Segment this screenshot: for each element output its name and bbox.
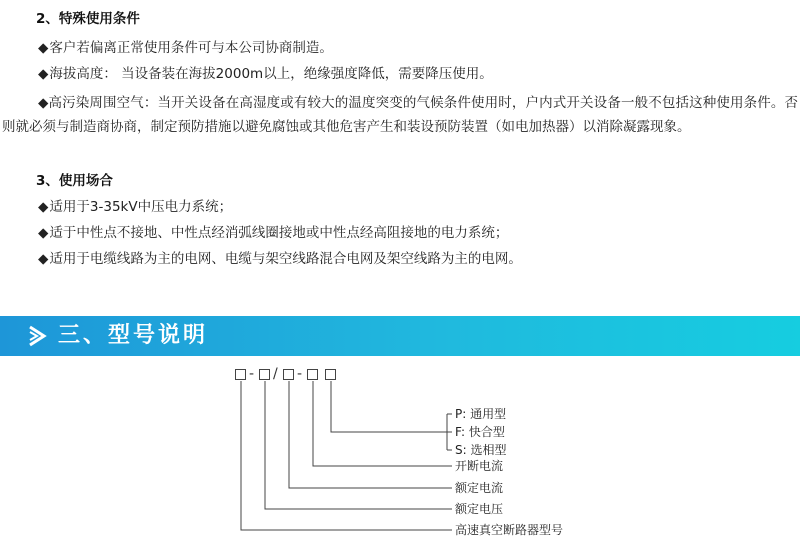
banner-title: 三、型号说明 — [58, 323, 209, 348]
code-separator-2: / — [273, 366, 278, 382]
type-option-s: S: 选相型 — [455, 443, 507, 457]
section2-item-2-text: 海拔高度： 当设备装在海拔2000m以上，绝缘强度降低，需要降压使用。 — [49, 66, 493, 82]
bullet-icon: ◆ — [38, 95, 49, 111]
code-separator-1: - — [249, 366, 255, 382]
label-rated-current: 额定电流 — [455, 481, 504, 495]
section2-item-3-text: 高污染周围空气：当开关设备在高湿度或有较大的温度突变的气候条件使用时，户内式开关设备一般不包括这种使用条件。否则就必须与制造商协商，制定预防措施以避免腐蚀或其他危害产生和装设预防装置（如电加热器）以消除凝露现象。 — [2, 95, 798, 135]
label-breaking-current: 开断电流 — [455, 459, 504, 473]
type-option-f: F: 快合型 — [455, 425, 505, 439]
section3-item-3-text: 适用于电缆线路为主的电网、电缆与架空线路混合电网及架空线路为主的电网。 — [49, 251, 522, 267]
section3-heading: 3、使用场合 — [36, 173, 113, 189]
label-rated-voltage: 额定电压 — [455, 502, 504, 516]
label-model-name: 高速真空断路器型号 — [455, 523, 564, 537]
type-option-p: P: 通用型 — [455, 407, 507, 421]
code-separator-3: - — [297, 366, 303, 382]
section3-item-2-text: 适于中性点不接地、中性点经消弧线圈接地或中性点经高阻接地的电力系统； — [49, 225, 509, 241]
section3-item-1-text: 适用于3-35kV中压电力系统； — [49, 199, 233, 215]
section2-heading: 2、特殊使用条件 — [36, 11, 140, 27]
section2-item-1-text: 客户若偏离正常使用条件可与本公司协商制造。 — [49, 40, 333, 56]
